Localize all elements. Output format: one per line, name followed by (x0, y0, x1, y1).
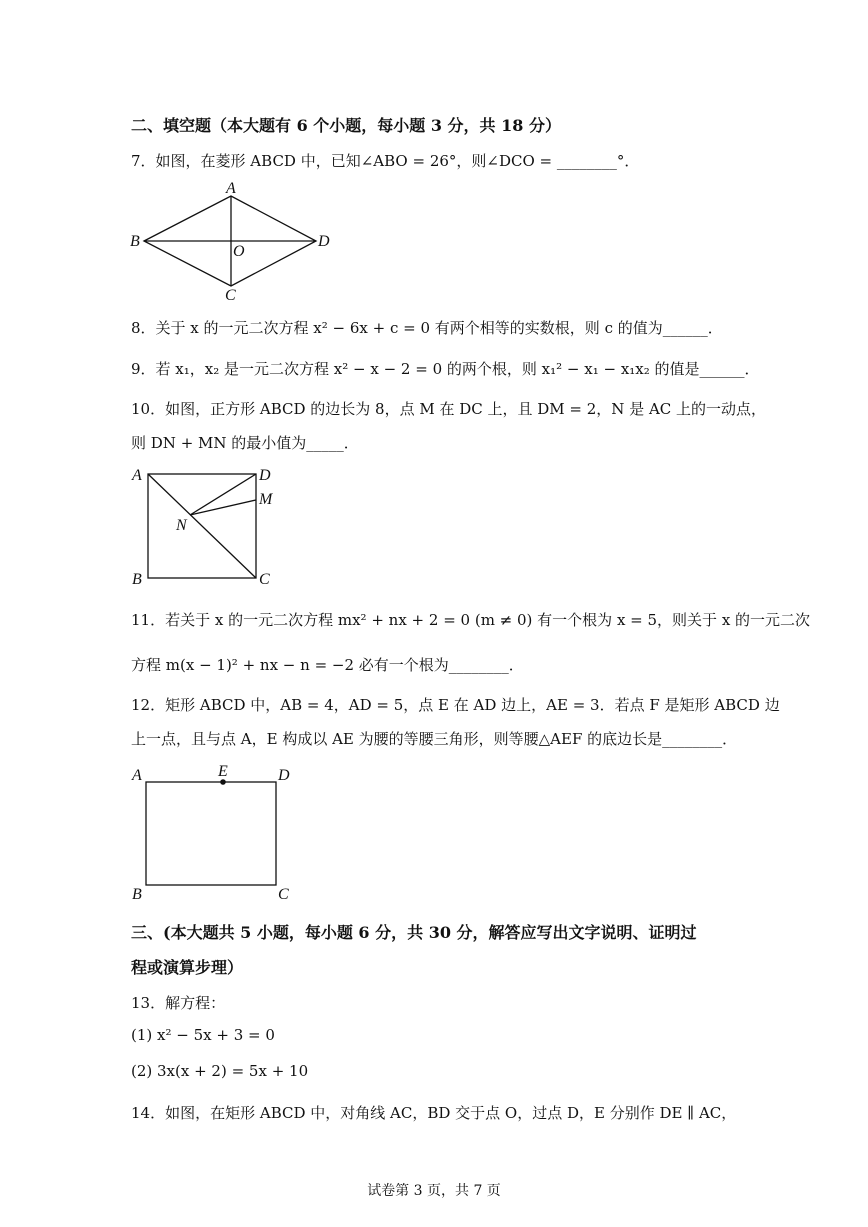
question-13-title: 13．解方程： (131, 994, 226, 1012)
question-7: 7．如图，在菱形 ABCD 中，已知∠ABO = 26°，则∠DCO = ________°． (131, 152, 640, 170)
square-label-d: D (259, 467, 271, 484)
section-3-heading-line-2: 程或演算步理） (131, 958, 244, 977)
question-10-line-1: 10．如图，正方形 ABCD 的边长为 8，点 M 在 DC 上，且 DM = 2，N 是 AC 上的一动点， (131, 400, 767, 418)
rect-label-e: E (218, 763, 228, 780)
square-label-m: M (259, 491, 273, 508)
square-label-n: N (176, 517, 187, 534)
rhombus-figure (128, 178, 338, 306)
square-figure (128, 462, 288, 592)
question-12-line-2: 上一点，且与点 A，E 构成以 AE 为腰的等腰三角形，则等腰△AEF 的底边长是________． (131, 730, 738, 748)
question-11-line-2: 方程 m(x − 1)² + nx − n = −2 必有一个根为________． (131, 656, 524, 674)
page-footer: 试卷第 3 页，共 7 页 (367, 1183, 501, 1199)
question-13-part-1: (1) x² − 5x + 3 = 0 (131, 1026, 275, 1044)
square-label-b: B (132, 571, 142, 588)
question-13-part-2: (2) 3x(x + 2) = 5x + 10 (131, 1062, 309, 1080)
rhombus-label-d: D (318, 233, 330, 250)
section-2-heading: 二、填空题（本大题有 6 个小题，每小题 3 分，共 18 分） (131, 116, 561, 135)
rectangle-figure (128, 760, 298, 902)
question-12-line-1: 12．矩形 ABCD 中，AB = 4，AD = 5，点 E 在 AD 边上，AE = 3．若点 F 是矩形 ABCD 边 (131, 696, 780, 714)
question-10-line-2: 则 DN + MN 的最小值为_____． (131, 434, 359, 452)
rect-label-b: B (132, 886, 142, 902)
section-3-heading-line-1: 三、(本大题共 5 小题，每小题 6 分，共 30 分，解答应写出文字说明、证明过 (131, 923, 697, 942)
question-11-line-1: 11．若关于 x 的一元二次方程 mx² + nx + 2 = 0 (m ≠ 0) 有一个根为 x = 5，则关于 x 的一元二次 (131, 611, 811, 629)
rhombus-label-c: C (225, 287, 236, 304)
rect-label-d: D (278, 767, 290, 784)
rhombus-label-a: A (226, 180, 236, 197)
square-label-c: C (259, 571, 270, 588)
square-label-a: A (132, 467, 142, 484)
rhombus-label-o: O (233, 243, 245, 260)
question-8: 8．关于 x 的一元二次方程 x² − 6x + c = 0 有两个相等的实数根，则 c 的值为______． (131, 319, 723, 337)
question-14: 14．如图，在矩形 ABCD 中，对角线 AC，BD 交于点 O，过点 D，E 分别作 DE ∥ AC， (131, 1104, 737, 1122)
rect-label-c: C (278, 886, 289, 902)
question-9: 9．若 x₁，x₂ 是一元二次方程 x² − x − 2 = 0 的两个根，则 x₁² − x₁ − x₁x₂ 的值是______． (131, 360, 760, 378)
rhombus-label-b: B (130, 233, 140, 250)
rect-label-a: A (132, 767, 142, 784)
